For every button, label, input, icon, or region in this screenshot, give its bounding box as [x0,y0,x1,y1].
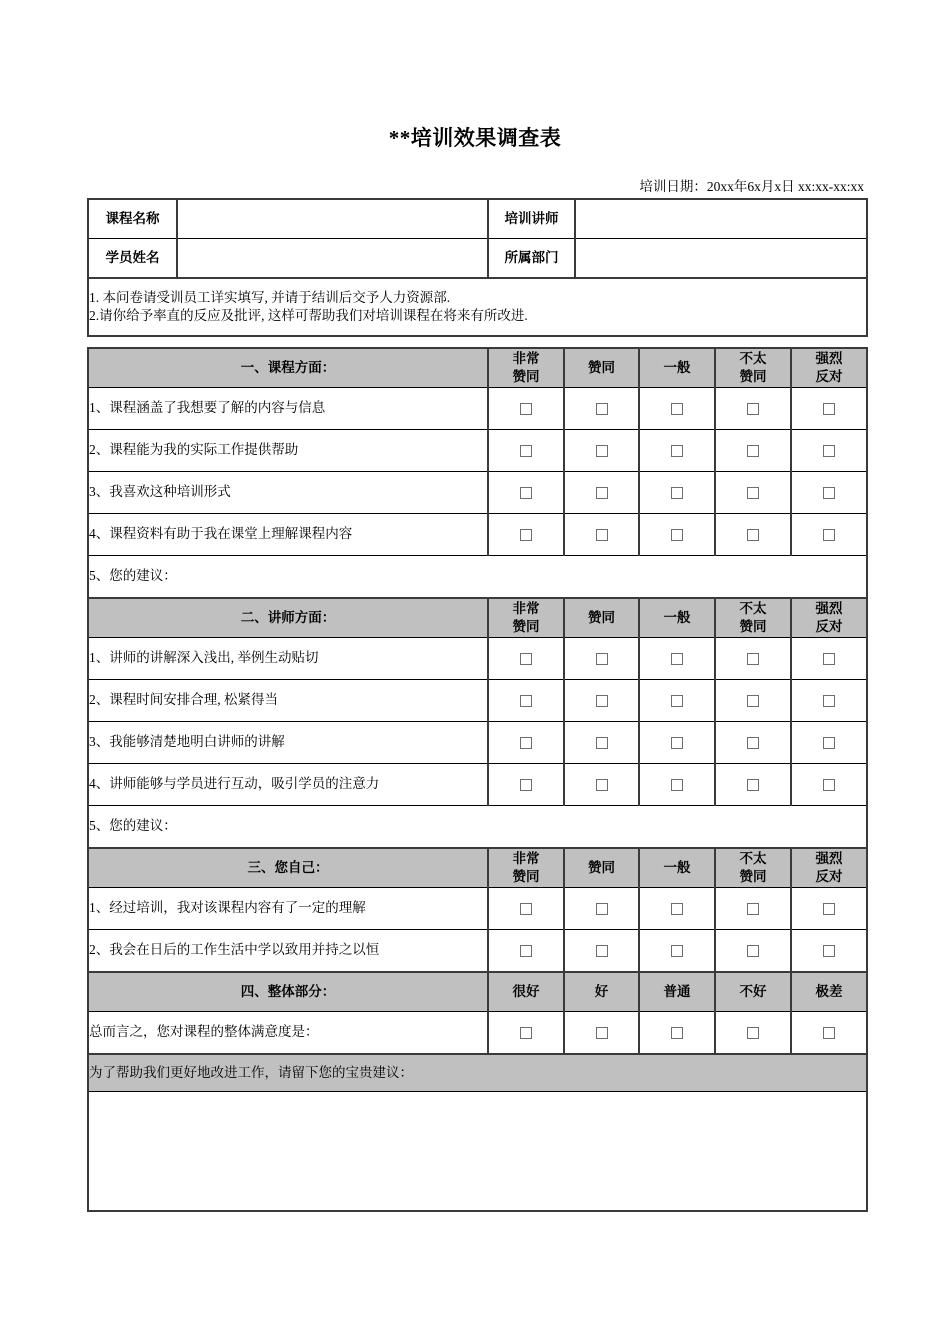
question-text: 2、我会在日后的工作生活中学以致用并持之以恒 [88,930,488,973]
rating-header-line1: 一般 [663,610,691,625]
checkbox-icon[interactable] [520,445,532,457]
rating-header-disagree [715,348,791,388]
instructions-block [88,278,867,336]
checkbox-icon[interactable] [520,487,532,499]
rating-header-line1: 普通 [663,984,691,999]
checkbox-cell[interactable] [639,430,715,472]
section-heading-4: 四、整体部分： [88,972,488,1012]
checkbox-icon[interactable] [823,445,835,457]
rating-header-agree [564,348,639,388]
section-header-row-3 [88,848,867,888]
checkbox-cell[interactable] [715,1012,791,1055]
rating-header-line2: 反对 [815,869,843,884]
rating-header-agree [564,598,639,638]
checkbox-cell[interactable] [488,930,564,973]
rating-header-line2: 反对 [815,619,843,634]
checkbox-icon[interactable] [596,945,608,957]
rating-header-line1: 赞同 [588,610,615,625]
survey-table [87,198,868,337]
checkbox-icon[interactable] [823,653,835,665]
checkbox-cell[interactable] [639,764,715,806]
checkbox-cell[interactable] [639,722,715,764]
instruction-line-1: 1. 本问卷请受训员工详实填写, 并请于结训后交予人力资源部. [89,289,451,305]
table-row [88,430,867,472]
rating-header-line1: 赞同 [588,360,615,375]
checkbox-icon[interactable] [823,737,835,749]
rating-header-line1: 强烈 [815,850,843,866]
rating-header-bad [715,972,791,1012]
rating-header-line1: 一般 [663,360,691,375]
checkbox-icon[interactable] [671,903,683,915]
checkbox-icon[interactable] [823,945,835,957]
checkbox-icon[interactable] [747,403,759,415]
checkbox-cell[interactable] [791,430,867,472]
checkbox-cell[interactable] [564,722,639,764]
checkbox-icon[interactable] [747,903,759,915]
checkbox-cell[interactable] [639,888,715,930]
rating-header-disagree [715,598,791,638]
label-trainer: 培训讲师 [488,199,575,239]
checkbox-cell[interactable] [564,680,639,722]
table-row-suggestion-2 [88,806,867,849]
rating-header-line2: 赞同 [512,619,540,634]
checkbox-cell[interactable] [488,430,564,472]
input-course-name[interactable] [177,199,488,239]
input-trainer[interactable] [575,199,867,239]
table-row [88,680,867,722]
table-row-final-answer [88,1092,867,1212]
training-date-line: 培训日期：20xx年6x月x日 xx:xx-xx:xx [639,179,864,194]
checkbox-icon[interactable] [823,1027,835,1039]
rating-header-line1: 极差 [815,984,843,999]
rating-header-strongly-agree [488,348,564,388]
checkbox-cell[interactable] [791,1012,867,1055]
checkbox-icon[interactable] [520,653,532,665]
page-title: **培训效果调查表 [388,126,562,150]
rating-header-line1: 不太 [739,350,767,366]
checkbox-cell[interactable] [715,888,791,930]
checkbox-icon[interactable] [747,945,759,957]
checkbox-icon[interactable] [671,1027,683,1039]
question-text: 1、经过培训，我对该课程内容有了一定的理解 [88,888,488,930]
rating-header-line1: 很好 [512,984,540,999]
checkbox-icon[interactable] [596,445,608,457]
rating-header-line2: 赞同 [739,369,767,384]
table-row-suggestion-1 [88,556,867,599]
checkbox-cell[interactable] [791,472,867,514]
survey-question-grid [87,347,868,1212]
table-row-instructions [88,278,867,336]
checkbox-icon[interactable] [671,403,683,415]
rating-header-line2: 反对 [815,369,843,384]
checkbox-icon[interactable] [520,945,532,957]
checkbox-icon[interactable] [823,529,835,541]
checkbox-cell[interactable] [639,472,715,514]
checkbox-icon[interactable] [520,903,532,915]
table-row [88,764,867,806]
checkbox-icon[interactable] [596,529,608,541]
rating-header-line1: 不太 [739,600,767,616]
checkbox-cell[interactable] [715,764,791,806]
question-text: 1、讲师的讲解深入浅出, 举例生动贴切 [88,638,488,680]
checkbox-cell[interactable] [639,1012,715,1055]
table-row [88,638,867,680]
rating-header-neutral [639,348,715,388]
checkbox-cell[interactable] [791,514,867,556]
table-row [88,930,867,973]
checkbox-cell[interactable] [488,764,564,806]
label-student-name: 学员姓名 [88,239,177,279]
checkbox-icon[interactable] [520,695,532,707]
checkbox-icon[interactable] [520,779,532,791]
checkbox-icon[interactable] [823,903,835,915]
input-student-name[interactable] [177,239,488,279]
final-suggestion-textarea[interactable] [88,1092,867,1212]
rating-header-line1: 赞同 [588,860,615,875]
checkbox-cell[interactable] [791,722,867,764]
suggestion-label-1[interactable]: 5、您的建议： [88,556,867,599]
checkbox-cell[interactable] [715,430,791,472]
checkbox-cell[interactable] [488,638,564,680]
table-row [88,514,867,556]
rating-header-good [564,972,639,1012]
rating-header-line2: 赞同 [512,369,540,384]
table-row [88,888,867,930]
checkbox-cell[interactable] [488,388,564,430]
rating-header-very-good [488,972,564,1012]
checkbox-icon[interactable] [747,529,759,541]
rating-header-disagree [715,848,791,888]
rating-header-average [639,972,715,1012]
checkbox-cell[interactable] [639,930,715,973]
question-text: 4、讲师能够与学员进行互动，吸引学员的注意力 [88,764,488,806]
checkbox-icon[interactable] [671,529,683,541]
rating-header-strongly-disagree [791,598,867,638]
checkbox-icon[interactable] [596,779,608,791]
checkbox-icon[interactable] [747,695,759,707]
checkbox-cell[interactable] [791,638,867,680]
checkbox-icon[interactable] [747,487,759,499]
checkbox-cell[interactable] [564,638,639,680]
rating-header-strongly-disagree [791,348,867,388]
checkbox-cell[interactable] [488,680,564,722]
table-row [88,722,867,764]
checkbox-cell[interactable] [564,1012,639,1055]
checkbox-icon[interactable] [671,737,683,749]
question-text: 总而言之，您对课程的整体满意度是： [88,1012,488,1055]
table-row [88,388,867,430]
checkbox-icon[interactable] [596,487,608,499]
checkbox-cell[interactable] [715,930,791,973]
section-heading-1: 一、课程方面： [88,348,488,388]
rating-header-very-bad [791,972,867,1012]
checkbox-icon[interactable] [747,445,759,457]
checkbox-icon[interactable] [823,403,835,415]
checkbox-cell[interactable] [564,764,639,806]
checkbox-icon[interactable] [747,779,759,791]
checkbox-cell[interactable] [791,680,867,722]
rating-header-line2: 赞同 [739,869,767,884]
checkbox-cell[interactable] [715,514,791,556]
section-header-row-1 [88,348,867,388]
final-suggestion-prompt: 为了帮助我们更好地改进工作，请留下您的宝贵建议： [88,1054,867,1092]
question-text: 3、我喜欢这种培训形式 [88,472,488,514]
checkbox-cell[interactable] [564,930,639,973]
rating-header-line1: 不好 [739,984,767,999]
checkbox-cell[interactable] [639,638,715,680]
section-header-row-2 [88,598,867,638]
checkbox-cell[interactable] [639,388,715,430]
instruction-line-2: 2.请你给予率直的反应及批评, 这样可帮助我们对培训课程在将来有所改进. [89,308,528,323]
rating-header-line1: 一般 [663,860,691,875]
checkbox-icon[interactable] [596,403,608,415]
rating-header-line1: 非常 [512,600,540,616]
rating-header-neutral [639,848,715,888]
checkbox-cell[interactable] [488,514,564,556]
rating-header-line1: 非常 [512,350,540,366]
checkbox-icon[interactable] [520,737,532,749]
rating-header-line1: 强烈 [815,600,843,616]
rating-header-line1: 非常 [512,850,540,866]
checkbox-icon[interactable] [520,529,532,541]
checkbox-cell[interactable] [791,764,867,806]
checkbox-icon[interactable] [596,1027,608,1039]
section-heading-2: 二、讲师方面： [88,598,488,638]
checkbox-cell[interactable] [564,888,639,930]
checkbox-icon[interactable] [671,445,683,457]
checkbox-cell[interactable] [715,388,791,430]
checkbox-icon[interactable] [747,653,759,665]
checkbox-icon[interactable] [747,737,759,749]
label-department: 所属部门 [488,239,575,279]
rating-header-agree [564,848,639,888]
checkbox-icon[interactable] [520,403,532,415]
question-text: 2、课程时间安排合理, 松紧得当 [88,680,488,722]
checkbox-icon[interactable] [520,1027,532,1039]
checkbox-cell[interactable] [488,722,564,764]
input-department[interactable] [575,239,867,279]
checkbox-cell[interactable] [715,722,791,764]
checkbox-icon[interactable] [671,945,683,957]
checkbox-icon[interactable] [823,487,835,499]
checkbox-cell[interactable] [639,680,715,722]
checkbox-icon[interactable] [823,779,835,791]
rating-header-line1: 好 [594,984,609,999]
table-row [88,472,867,514]
section-header-row-4 [88,972,867,1012]
checkbox-icon[interactable] [596,903,608,915]
checkbox-cell[interactable] [488,472,564,514]
question-text: 4、课程资料有助于我在课堂上理解课程内容 [88,514,488,556]
label-course-name: 课程名称 [88,199,177,239]
rating-header-line1: 不太 [739,850,767,866]
table-row [88,1012,867,1055]
checkbox-icon[interactable] [823,695,835,707]
table-row-final-prompt [88,1054,867,1092]
checkbox-cell[interactable] [791,388,867,430]
checkbox-cell[interactable] [564,430,639,472]
table-row-student-name [88,239,867,279]
rating-header-line2: 赞同 [512,869,540,884]
rating-header-strongly-agree [488,848,564,888]
checkbox-cell[interactable] [791,930,867,973]
checkbox-cell[interactable] [639,514,715,556]
rating-header-line2: 赞同 [739,619,767,634]
rating-header-strongly-agree [488,598,564,638]
checkbox-icon[interactable] [596,737,608,749]
question-text: 2、课程能为我的实际工作提供帮助 [88,430,488,472]
checkbox-cell[interactable] [715,680,791,722]
checkbox-icon[interactable] [671,779,683,791]
checkbox-icon[interactable] [596,695,608,707]
rating-header-neutral [639,598,715,638]
table-row-course-name [88,199,867,239]
question-text: 1、课程涵盖了我想要了解的内容与信息 [88,388,488,430]
checkbox-icon[interactable] [671,653,683,665]
checkbox-icon[interactable] [596,653,608,665]
rating-header-strongly-disagree [791,848,867,888]
checkbox-cell[interactable] [564,514,639,556]
checkbox-cell[interactable] [488,1012,564,1055]
checkbox-cell[interactable] [715,472,791,514]
suggestion-label-2[interactable]: 5、您的建议： [88,806,867,849]
checkbox-icon[interactable] [747,1027,759,1039]
checkbox-icon[interactable] [671,487,683,499]
checkbox-cell[interactable] [715,638,791,680]
checkbox-cell[interactable] [564,388,639,430]
checkbox-cell[interactable] [564,472,639,514]
checkbox-cell[interactable] [488,888,564,930]
checkbox-icon[interactable] [671,695,683,707]
rating-header-line1: 强烈 [815,350,843,366]
checkbox-cell[interactable] [791,888,867,930]
question-text: 3、我能够清楚地明白讲师的讲解 [88,722,488,764]
section-heading-3: 三、您自己： [88,848,488,888]
